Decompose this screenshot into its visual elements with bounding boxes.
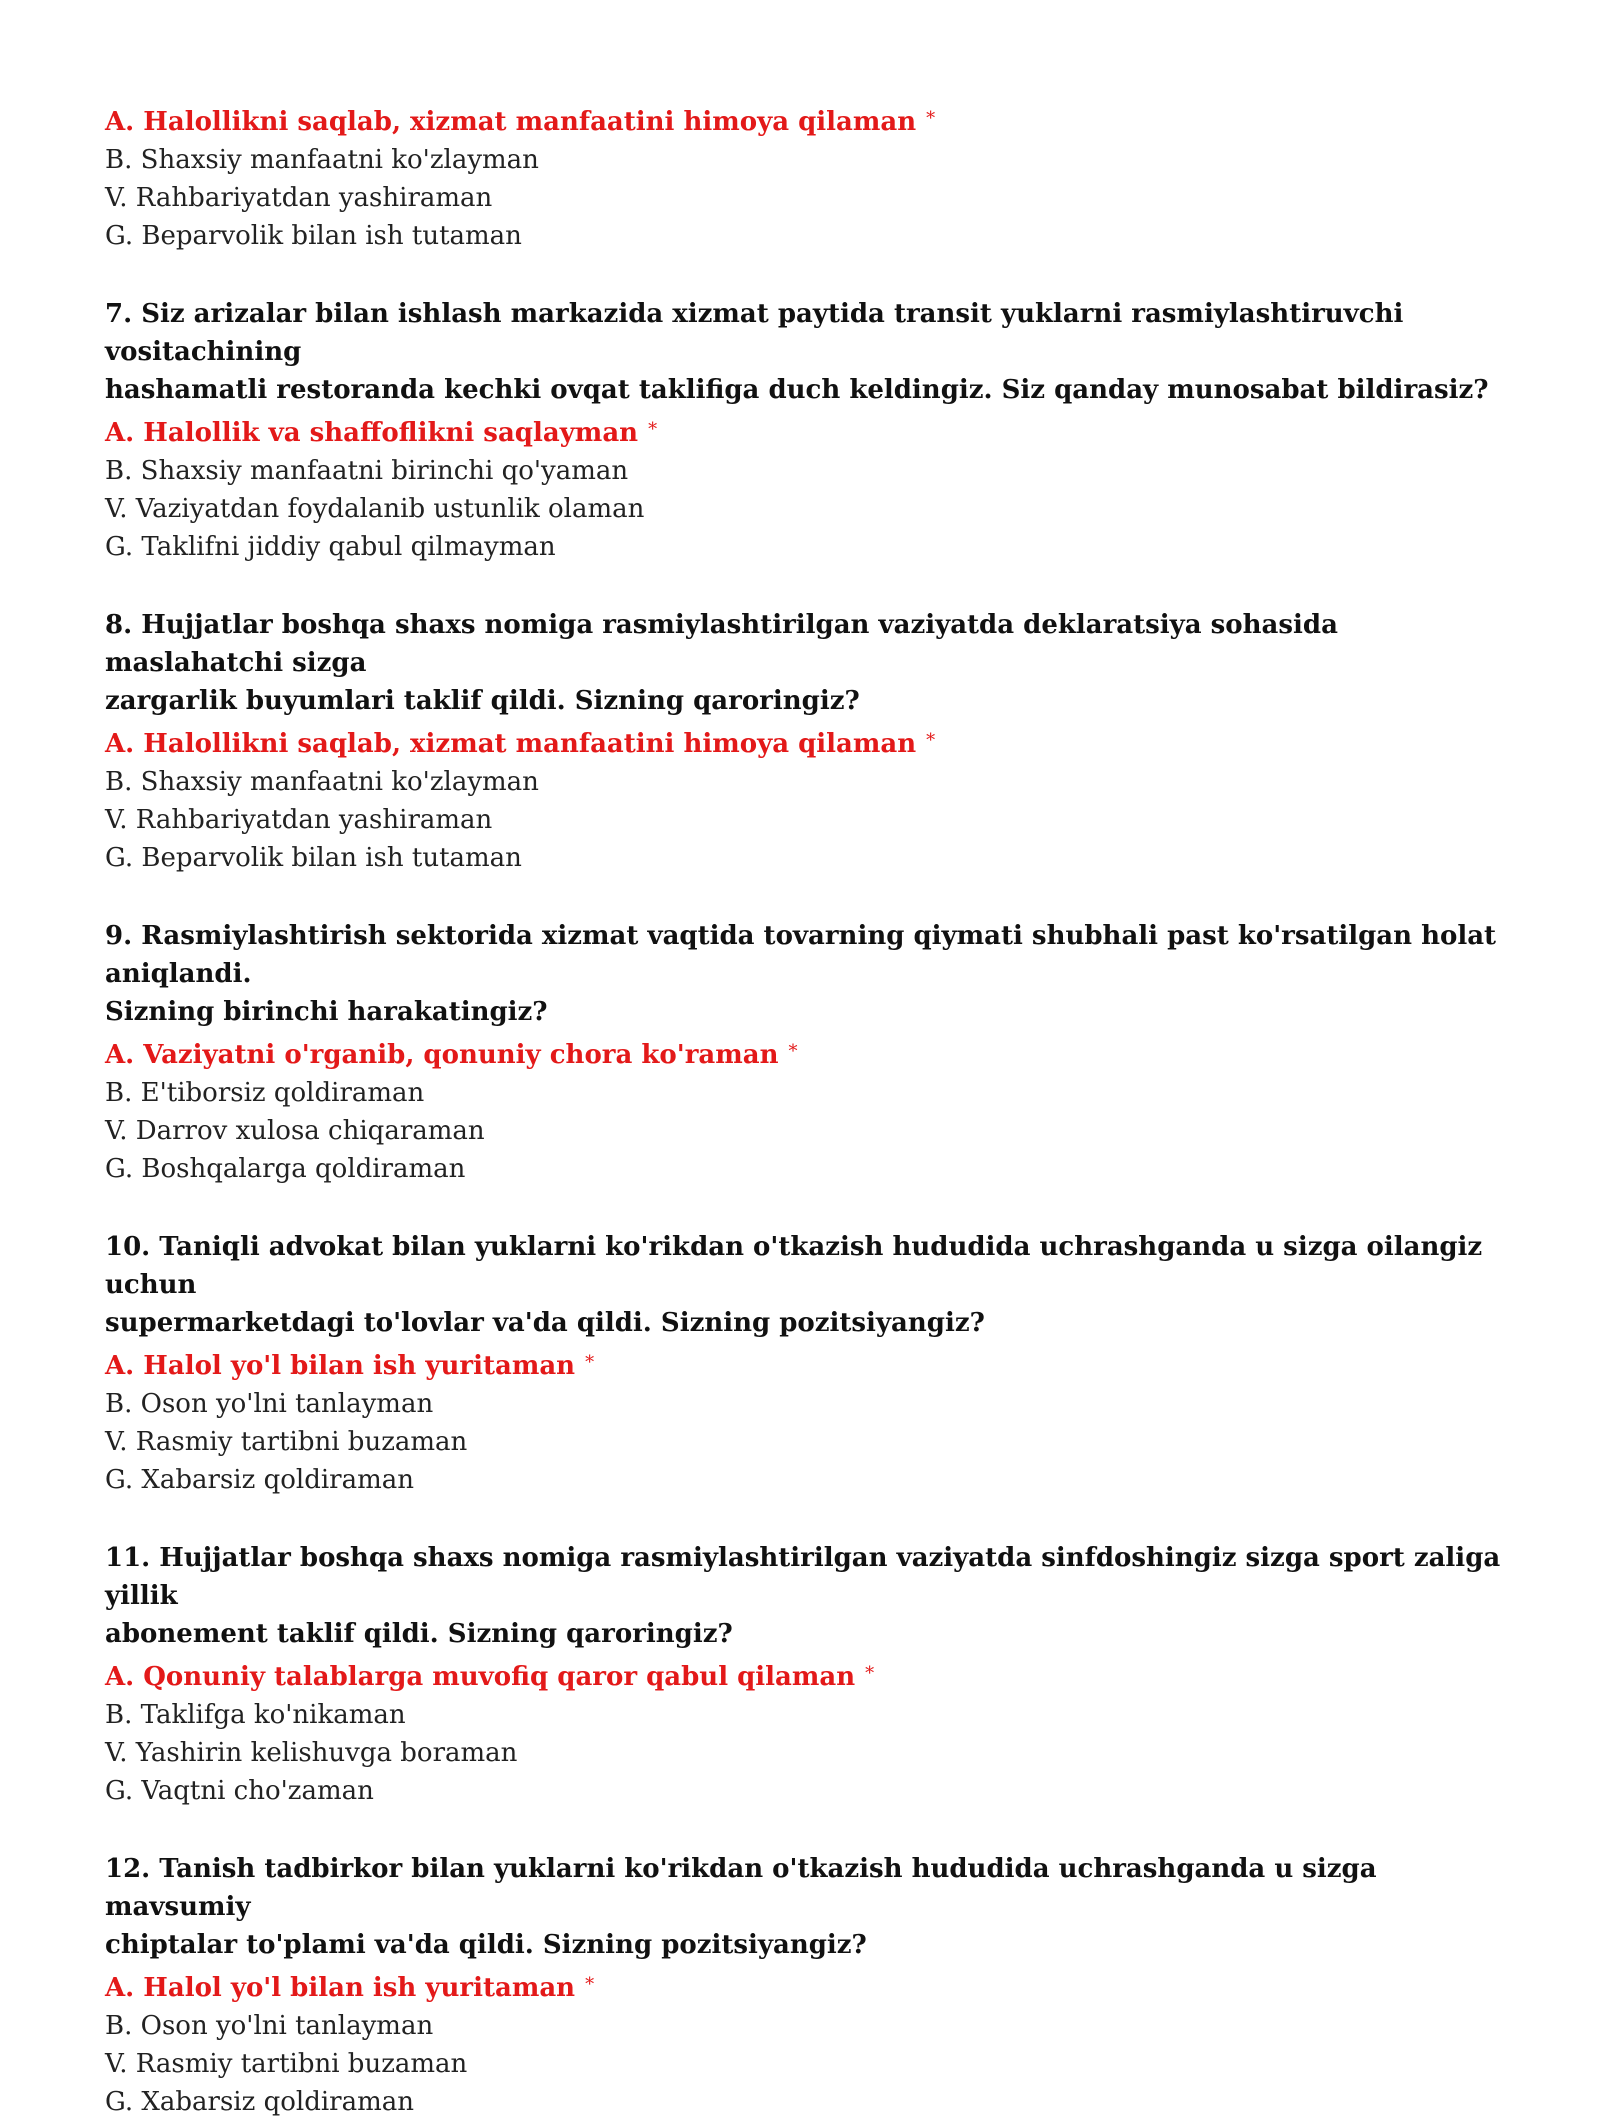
question-block-10 xyxy=(105,1228,1505,1499)
correct-answer: A. Qonuniy talablarga muvofiq qaror qabul qilaman * xyxy=(105,1662,875,1692)
correct-answer: A. Halollik va shaffoflikni saqlayman * xyxy=(105,418,658,448)
correct-marker: * xyxy=(865,1663,875,1684)
answer-option: V. Darrov xulosa chiqaraman xyxy=(105,1116,485,1146)
answer-option: V. Rahbariyatdan yashiraman xyxy=(105,183,493,213)
question-block-7 xyxy=(105,295,1505,566)
answer-option: G. Taklifni jiddiy qabul qilmayman xyxy=(105,532,556,562)
question-text: 10. Taniqli advokat bilan yuklarni ko'rikdan o'tkazish hududida uchrashganda u sizga oilangiz uchun supermarketdagi to'lovlar va'da qildi. Sizning pozitsiyangiz? xyxy=(105,1232,1483,1338)
answer-option: G. Xabarsiz qoldiraman xyxy=(105,2087,414,2117)
answer-option: B. Taklifga ko'nikaman xyxy=(105,1700,406,1730)
answer-option: V. Rasmiy tartibni buzaman xyxy=(105,1427,468,1457)
answer-option: G. Beparvolik bilan ish tutaman xyxy=(105,221,522,251)
question-text: 9. Rasmiylashtirish sektorida xizmat vaqtida tovarning qiymati shubhali past ko'rsatilgan holat aniqlandi. Sizning birinchi harakatingiz? xyxy=(105,921,1497,1027)
question-block-11 xyxy=(105,1539,1505,1810)
question-text: 7. Siz arizalar bilan ishlash markazida xizmat paytida transit yuklarni rasmiylashtiruvchi vositachining hashamatli restoranda kechki ovqat taklifiga duch keldingiz. Siz qanday munosabat bildirasiz? xyxy=(105,299,1489,405)
answer-option: V. Yashirin kelishuvga boraman xyxy=(105,1738,518,1768)
answer-option: B. Shaxsiy manfaatni birinchi qo'yaman xyxy=(105,456,629,486)
answer-option: V. Vaziyatdan foydalanib ustunlik olaman xyxy=(105,494,645,524)
question-block-12 xyxy=(105,1850,1505,2121)
question-block-9 xyxy=(105,917,1505,1188)
question-text: 12. Tanish tadbirkor bilan yuklarni ko'rikdan o'tkazish hududida uchrashganda u sizga mavsumiy chiptalar to'plami va'da qildi. Sizning pozitsiyangiz? xyxy=(105,1854,1377,1960)
correct-answer: A. Halol yo'l bilan ish yuritaman * xyxy=(105,1351,595,1381)
answer-option: B. Oson yo'lni tanlayman xyxy=(105,2011,434,2041)
correct-marker: * xyxy=(926,108,936,129)
correct-marker: * xyxy=(648,419,658,440)
correct-marker: * xyxy=(926,730,936,751)
answer-option: V. Rahbariyatdan yashiraman xyxy=(105,805,493,835)
answer-option: B. Oson yo'lni tanlayman xyxy=(105,1389,434,1419)
correct-answer: A. Halollikni saqlab, xizmat manfaatini himoya qilaman * xyxy=(105,729,936,759)
question-text: 8. Hujjatlar boshqa shaxs nomiga rasmiylashtirilgan vaziyatda deklaratsiya sohasida maslahatchi sizga zargarlik buyumlari taklif qildi. Sizning qaroringiz? xyxy=(105,610,1338,716)
correct-marker: * xyxy=(585,1974,595,1995)
correct-answer: A. Vaziyatni o'rganib, qonuniy chora ko'raman * xyxy=(105,1040,798,1070)
answer-option: G. Boshqalarga qoldiraman xyxy=(105,1154,466,1184)
answer-option: B. E'tiborsiz qoldiraman xyxy=(105,1078,425,1108)
answer-option: B. Shaxsiy manfaatni ko'zlayman xyxy=(105,145,539,175)
correct-marker: * xyxy=(585,1352,595,1373)
answer-option: V. Rasmiy tartibni buzaman xyxy=(105,2049,468,2079)
question-text: 11. Hujjatlar boshqa shaxs nomiga rasmiylashtirilgan vaziyatda sinfdoshingiz sizga sport zaliga yillik abonement taklif qildi. Sizning qaroringiz? xyxy=(105,1543,1501,1649)
question-block-8 xyxy=(105,606,1505,877)
document-page xyxy=(105,100,1505,2121)
answer-option: G. Beparvolik bilan ish tutaman xyxy=(105,843,522,873)
answer-block-6 xyxy=(105,100,1505,255)
answer-option: B. Shaxsiy manfaatni ko'zlayman xyxy=(105,767,539,797)
answer-option: G. Xabarsiz qoldiraman xyxy=(105,1465,414,1495)
correct-answer: A. Halol yo'l bilan ish yuritaman * xyxy=(105,1973,595,2003)
correct-marker: * xyxy=(788,1041,798,1062)
answer-option: G. Vaqtni cho'zaman xyxy=(105,1776,374,1806)
correct-answer: A. Halollikni saqlab, xizmat manfaatini himoya qilaman * xyxy=(105,107,936,137)
